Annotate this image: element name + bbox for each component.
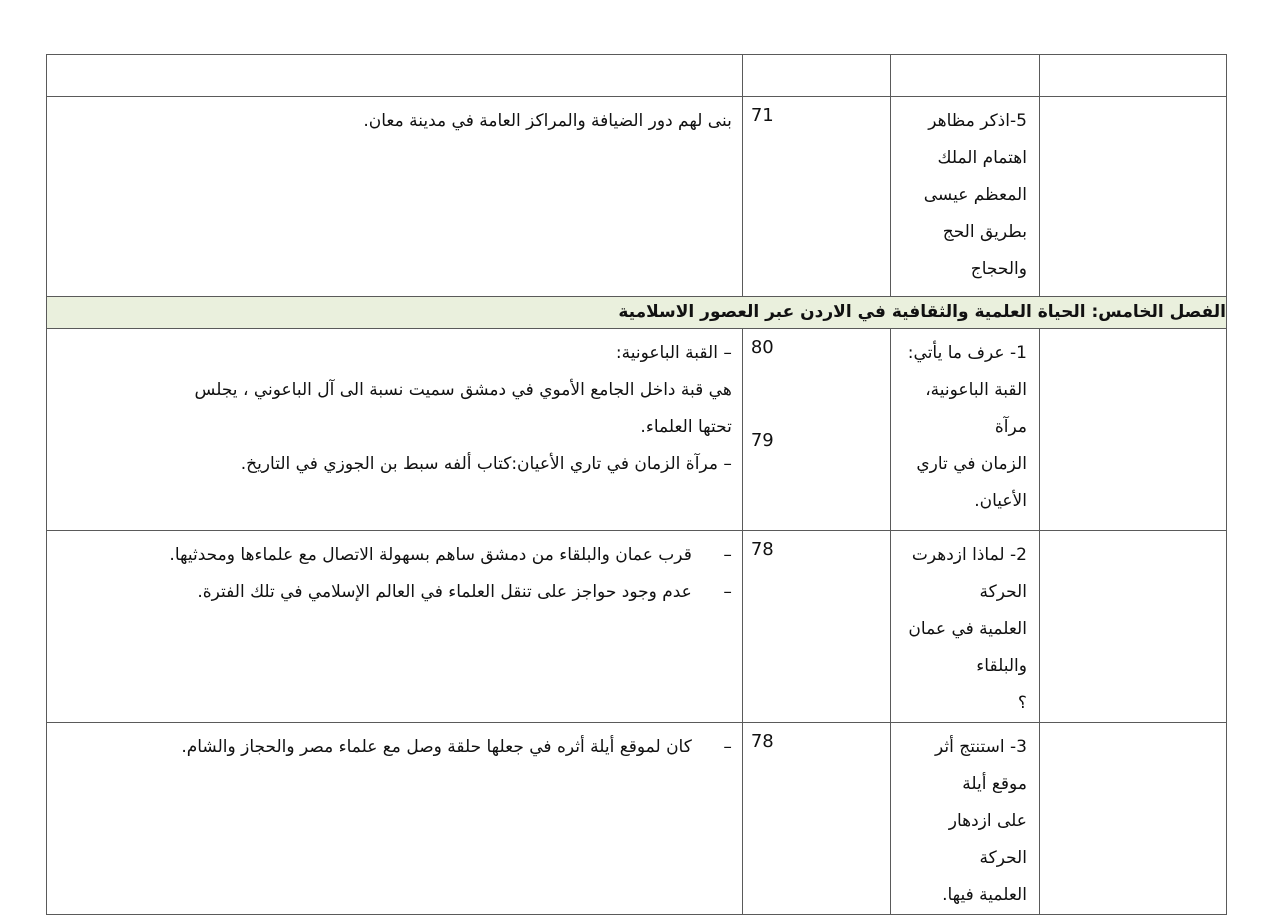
chapter-title: الفصل الخامس: الحياة العلمية والثقافية في الاردن عبر العصور الاسلامية <box>47 297 1227 329</box>
question-cell <box>891 723 1040 915</box>
table-row <box>47 723 1227 915</box>
question-line: بطريق الحج <box>942 222 1027 242</box>
bullet-dash: – <box>723 545 732 565</box>
question-cell <box>891 329 1040 531</box>
chapter-row <box>47 297 1227 329</box>
table-cell-blank <box>1039 723 1226 915</box>
table-row <box>47 97 1227 297</box>
page-number: 78 <box>750 731 774 752</box>
table-cell-blank <box>1039 329 1226 531</box>
page-number: 71 <box>750 105 774 126</box>
question-cell <box>891 97 1040 297</box>
bullet-item <box>55 574 732 611</box>
page-number: 79 <box>750 430 774 451</box>
bullet-dash: – <box>723 582 732 602</box>
answer-line: – مرآة الزمان في تاري الأعيان:كتاب ألفه سبط بن الجوزي في التاريخ. <box>240 454 732 474</box>
question-line: ؟ <box>1017 693 1027 713</box>
question-line: اهتمام الملك <box>937 148 1027 168</box>
question-cell <box>891 531 1040 723</box>
answer-cell <box>47 723 743 915</box>
answer-cell <box>47 97 743 297</box>
table-row <box>47 329 1227 531</box>
answer-line: – القبة الباعونية: <box>615 343 732 363</box>
question-line: 2- لماذا ازدهرت الحركة <box>911 545 1027 602</box>
page-cell <box>742 97 891 297</box>
question-line: المعظم عيسى <box>923 185 1027 205</box>
table-cell <box>742 55 891 97</box>
table-cell <box>891 55 1040 97</box>
question-line: الزمان في تاري الأعيان. <box>916 454 1027 511</box>
answer-text: بنى لهم دور الضيافة والمراكز العامة في مدينة معان. <box>363 111 732 131</box>
table-cell <box>1039 55 1226 97</box>
answer-cell <box>47 329 743 531</box>
page-cell <box>742 531 891 723</box>
bullet-item <box>55 729 732 766</box>
table-cell-blank <box>1039 97 1226 297</box>
table-cell <box>47 55 743 97</box>
question-line: على ازدهار الحركة <box>948 811 1027 868</box>
bullet-text: كان لموقع أيلة أثره في جعلها حلقة وصل مع علماء مصر والحجاز والشام. <box>181 737 692 757</box>
answer-cell <box>47 531 743 723</box>
answer-line: هي قبة داخل الجامع الأموي في دمشق سميت نسبة الى آل الباعوني ، يجلس <box>194 380 732 400</box>
bullet-item <box>55 537 732 574</box>
table-row-empty <box>47 55 1227 97</box>
bullet-text: عدم وجود حواجز على تنقل العلماء في العالم الإسلامي في تلك الفترة. <box>197 582 692 602</box>
page-cell <box>742 329 891 531</box>
table-cell-blank <box>1039 531 1226 723</box>
page-cell <box>742 723 891 915</box>
question-line: القبة الباعونية، مرآة <box>925 380 1027 437</box>
bullet-dash: – <box>723 737 732 757</box>
page-number: 80 <box>750 337 774 358</box>
answers-table <box>46 54 1227 915</box>
question-line: العلمية فيها. <box>942 885 1027 905</box>
bullet-text: قرب عمان والبلقاء من دمشق ساهم بسهولة الاتصال مع علماءها ومحدثيها. <box>169 545 692 565</box>
table-row <box>47 531 1227 723</box>
question-line: والحجاج <box>970 259 1027 279</box>
question-line: 5-اذكر مظاهر <box>928 111 1027 131</box>
question-line: 3- استنتج أثر موقع أيلة <box>935 737 1027 794</box>
page-number: 78 <box>750 539 774 560</box>
question-line: 1- عرف ما يأتي: <box>907 343 1027 363</box>
question-line: العلمية في عمان والبلقاء <box>908 619 1027 676</box>
answer-line: تحتها العلماء. <box>640 417 732 437</box>
